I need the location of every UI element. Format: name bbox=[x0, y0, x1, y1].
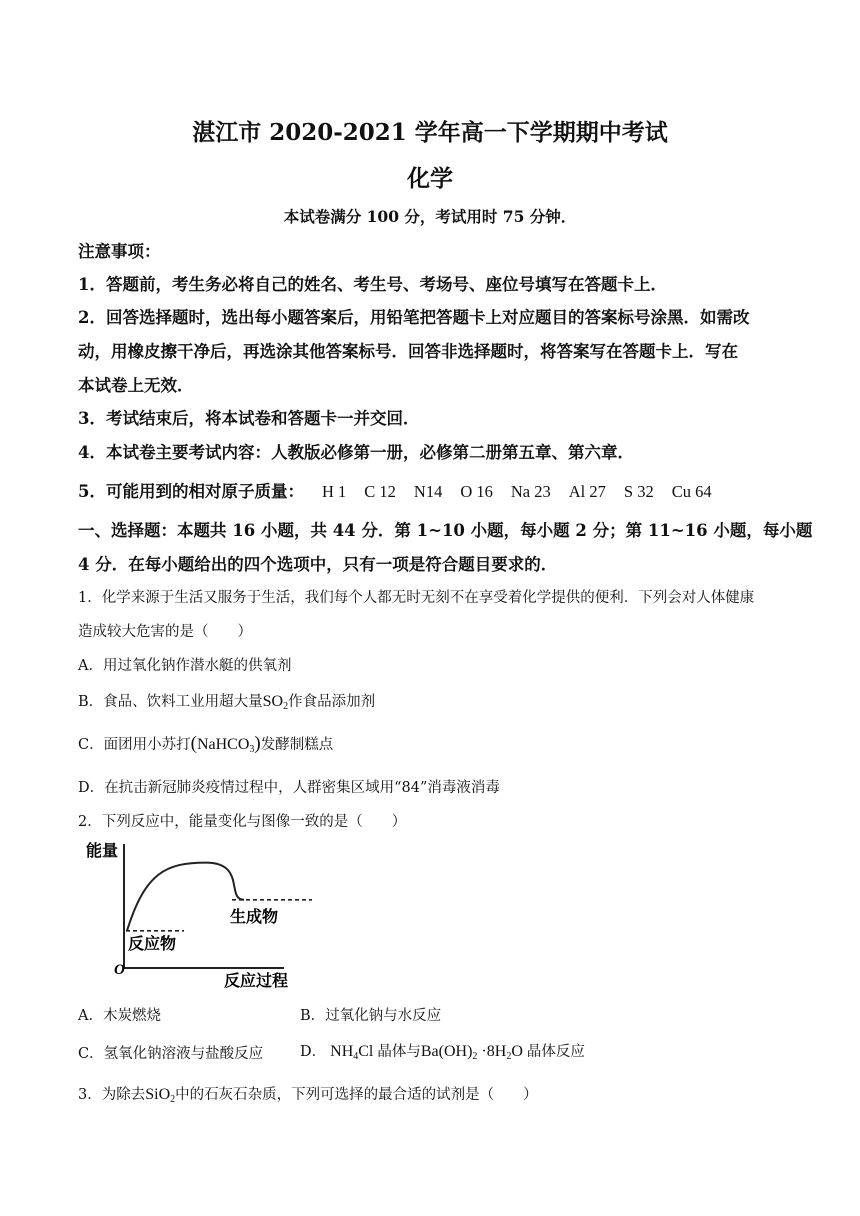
exam-title: 湛江市 2020-2021 学年高一下学期期中考试 bbox=[192, 119, 668, 146]
q1-option-b: B．食品、饮料工业用超大量$SO_2$作食品添加剂 bbox=[78, 693, 376, 712]
formula-so2: $SO_2$ bbox=[262, 693, 289, 712]
q1-stem-line-2: 造成较大危害的是（ ） bbox=[78, 624, 252, 640]
x-axis-label: 反应过程 bbox=[224, 973, 289, 990]
reactant-label: 反应物 bbox=[128, 935, 177, 953]
atomic-mass-al: Al 27 bbox=[568, 482, 606, 501]
formula-sio2: SiO$_2$ bbox=[145, 1086, 176, 1105]
q1-option-c: C．面团用小苏打(NaHCO$_3$)发酵制糕点 bbox=[78, 733, 334, 755]
q2-stem: 2．下列反应中，能量变化与图像一致的是（ ） bbox=[78, 814, 407, 830]
q1-option-a: A．用过氧化钠作潜水艇的供氧剂 bbox=[78, 658, 292, 674]
section-heading-line-1: 一、选择题：本题共 16 小题，共 44 分．第 1~10 小题，每小题 2 分；第 11~16 小题，每小题 bbox=[78, 521, 813, 540]
q1-option-d: D．在抗击新冠肺炎疫情过程中，人群密集区域用“84”消毒液消毒 bbox=[78, 780, 500, 796]
q3-stem: 3．为除去SiO$_2$中的石灰石杂质，下列可选择的最合适的试剂是（ ） bbox=[78, 1086, 538, 1105]
q2-option-c: C．氢氧化钠溶液与盐酸反应 bbox=[78, 1046, 264, 1062]
notes-heading: 注意事项： bbox=[78, 242, 161, 261]
energy-curve bbox=[127, 863, 244, 931]
note-5-label: 5．可能用到的相对原子质量： bbox=[78, 482, 304, 501]
note-2-line-3: 本试卷上无效． bbox=[78, 376, 194, 395]
q1-stem-line-1: 1．化学来源于生活又服务于生活，我们每个人都无时无刻不在享受着化学提供的便利．下列会对人体健康 bbox=[78, 590, 755, 606]
atomic-mass-c: C 12 bbox=[364, 482, 396, 501]
note-5 bbox=[78, 478, 783, 502]
section-heading-line-2: 4 分．在每小题给出的四个选项中，只有一项是符合题目要求的． bbox=[78, 555, 558, 574]
atomic-mass-h: H 1 bbox=[321, 482, 347, 501]
subject-title: 化学 bbox=[407, 165, 453, 192]
exam-info: 本试卷满分 100 分，考试用时 75 分钟． bbox=[283, 207, 577, 226]
q2-option-d: D． $NH_4Cl$ 晶体与$Ba(OH)_2 \cdot 8H_2O$ 晶体反应 bbox=[300, 1043, 585, 1062]
q2-option-b: B．过氧化钠与水反应 bbox=[300, 1008, 442, 1024]
origin-label: O bbox=[114, 962, 125, 978]
note-3: 3．考试结束后，将本试卷和答题卡一并交回． bbox=[78, 409, 420, 428]
formula-nahco3: (NaHCO$_3$) bbox=[190, 733, 261, 755]
atomic-mass-n: N14 bbox=[413, 482, 443, 501]
product-label: 生成物 bbox=[230, 908, 279, 926]
atomic-mass-o: O 16 bbox=[460, 482, 493, 501]
atomic-mass-na: Na 23 bbox=[510, 482, 551, 501]
y-axis-label: 能量 bbox=[86, 843, 119, 860]
atomic-mass-cu: Cu 64 bbox=[671, 482, 712, 501]
atomic-mass-s: S 32 bbox=[623, 482, 654, 501]
note-2-line-1: 2．回答选择题时，选出每小题答案后，用铅笔把答题卡上对应题目的答案标号涂黑．如需改 bbox=[78, 308, 750, 327]
note-4: 4．本试卷主要考试内容：人教版必修第一册，必修第二册第五章、第六章． bbox=[78, 443, 634, 462]
q2-option-a: A．木炭燃烧 bbox=[78, 1008, 161, 1024]
formula-nh4cl: $NH_4Cl$ bbox=[326, 1043, 378, 1062]
energy-diagram bbox=[84, 838, 316, 990]
note-1: 1．答题前，考生务必将自己的姓名、考生号、考场号、座位号填写在答题卡上． bbox=[78, 275, 667, 294]
note-2-line-2: 动，用橡皮擦干净后，再选涂其他答案标号．回答非选择题时，将答案写在答题卡上．写在 bbox=[78, 342, 738, 361]
formula-baoh2-8h2o: $Ba(OH)_2 \cdot 8H_2O$ bbox=[420, 1043, 527, 1062]
